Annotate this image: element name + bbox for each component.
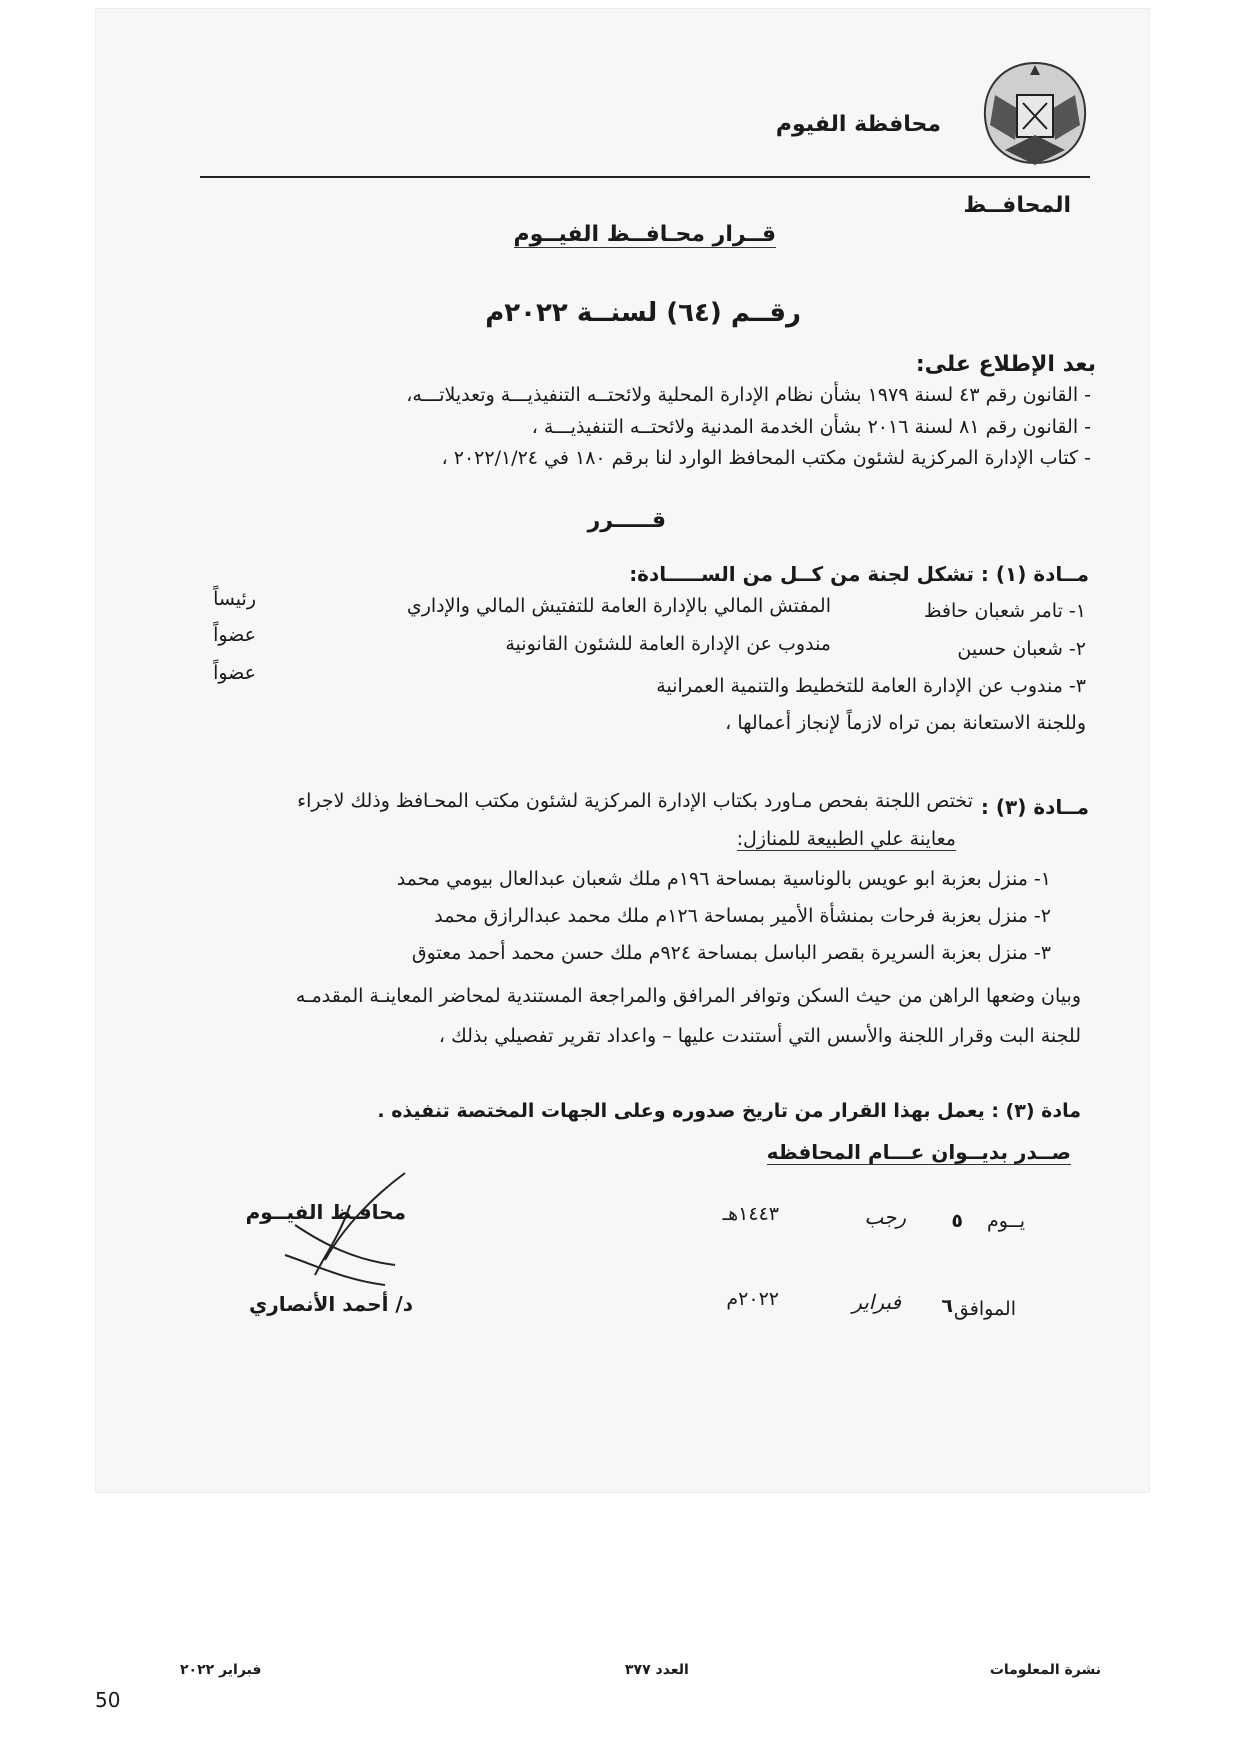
- member-3-name: ٣- مندوب عن الإدارة العامة للتخطيط والتنمية العمرانية: [656, 675, 1086, 697]
- signatory-name: د/ أحمد الأنصاري: [248, 1292, 413, 1316]
- issued-day-number: ٥: [951, 1210, 963, 1232]
- member-2-name: ٢- شعبان حسين: [957, 638, 1086, 660]
- member-3-role: عضواً: [213, 662, 256, 684]
- article-2-text-2: معاينة علي الطبيعة للمنازل:: [736, 828, 956, 850]
- corresponding-label: الموافق: [953, 1298, 1016, 1320]
- member-1-position: المفتش المالي بالإدارة العامة للتفتيش المالي والإداري: [406, 595, 831, 617]
- footer-publication: نشرة المعلومات: [989, 1662, 1101, 1678]
- article-1-note: وللجنة الاستعانة بمن تراه لازماً لإنجاز أعمالها ،: [725, 712, 1086, 734]
- preamble-item-2: - القانون رقم ٨١ لسنة ٢٠١٦ بشأن الخدمة المدنية ولائحتــه التنفيذيـــة ،: [531, 416, 1091, 438]
- signature-scribble-icon: [255, 1165, 445, 1305]
- preamble-item-3: - كتاب الإدارة المركزية لشئون مكتب المحافظ الوارد لنا برقم ١٨٠ في ٢٠٢٢/١/٢٤ ،: [441, 447, 1091, 469]
- greg-month: فبراير: [852, 1290, 901, 1314]
- preamble-heading: بعد الإطلاع على:: [915, 352, 1096, 377]
- decree-number: رقــم (٦٤) لسنــة ٢٠٢٢م: [485, 298, 801, 328]
- article-2-closing-2: للجنة البت وقرار اللجنة والأسس التي أستندت عليها – واعداد تقرير تفصيلي بذلك ،: [438, 1025, 1081, 1047]
- page-number: 50: [95, 1688, 121, 1712]
- member-1-name: ١- تامر شعبان حافظ: [923, 600, 1086, 622]
- issued-day-label: يــوم: [987, 1210, 1025, 1232]
- decree-title: قــرار محـافــظ الفيــوم: [513, 222, 776, 247]
- governorate-name: محافظة الفيوم: [775, 112, 941, 137]
- decision-heading: قـــــرر: [587, 508, 666, 533]
- member-2-role: عضواً: [213, 624, 256, 646]
- member-2-position: مندوب عن الإدارة العامة للشئون القانونية: [505, 633, 831, 655]
- article-2-text-1: تختص اللجنة بفحص مـاورد بكتاب الإدارة المركزية لشئون مكتب المحـافظ وذلك لاجراء: [297, 790, 973, 812]
- member-1-role: رئيساً: [213, 588, 256, 610]
- article-2-heading: مــادة (٣) :: [980, 795, 1089, 819]
- issued-hijri-month: رجب: [864, 1205, 906, 1229]
- article-1-heading: مــادة (١) : تشكل لجنة من كــل من الســـــادة:: [629, 562, 1089, 586]
- header-divider: [200, 176, 1090, 178]
- house-1: ١- منزل بعزبة ابو عويس بالوناسية بمساحة ١٩٦م ملك شعبان عبدالعال بيومي محمد: [396, 868, 1051, 890]
- house-2: ٢- منزل بعزبة فرحات بمنشأة الأمير بمساحة ١٢٦م ملك محمد عبدالرازق محمد: [434, 905, 1051, 927]
- article-2-closing-1: وبيان وضعها الراهن من حيث السكن وتوافر المرافق والمراجعة المستندية لمحاضر المعاينـة المقدمـه: [295, 985, 1081, 1007]
- governorate-emblem-icon: [975, 55, 1095, 170]
- preamble-item-1: - القانون رقم ٤٣ لسنة ١٩٧٩ بشأن نظام الإدارة المحلية ولائحتــه التنفيذيـــة وتعديلاتـــه،: [406, 384, 1091, 406]
- article-3: مادة (٣) : يعمل بهذا القرار من تاريخ صدوره وعلى الجهات المختصة تنفيذه .: [377, 1100, 1081, 1122]
- footer-date: فبراير ٢٠٢٢: [180, 1662, 262, 1678]
- house-3: ٣- منزل بعزبة السريرة بقصر الباسل بمساحة ٩٢٤م ملك حسن محمد أحمد معتوق: [411, 942, 1051, 964]
- greg-day: ٦: [941, 1295, 953, 1317]
- greg-year: ٢٠٢٢م: [726, 1288, 779, 1310]
- issued-line: صــدر بديــوان عـــام المحافظه: [766, 1140, 1071, 1164]
- signature-title: محافـظ الفيــوم: [245, 1200, 406, 1224]
- office-label: المحافــظ: [963, 193, 1071, 218]
- footer-issue: العدد ٣٧٧: [625, 1662, 689, 1678]
- issued-hijri-year: ١٤٤٣هـ: [722, 1203, 779, 1225]
